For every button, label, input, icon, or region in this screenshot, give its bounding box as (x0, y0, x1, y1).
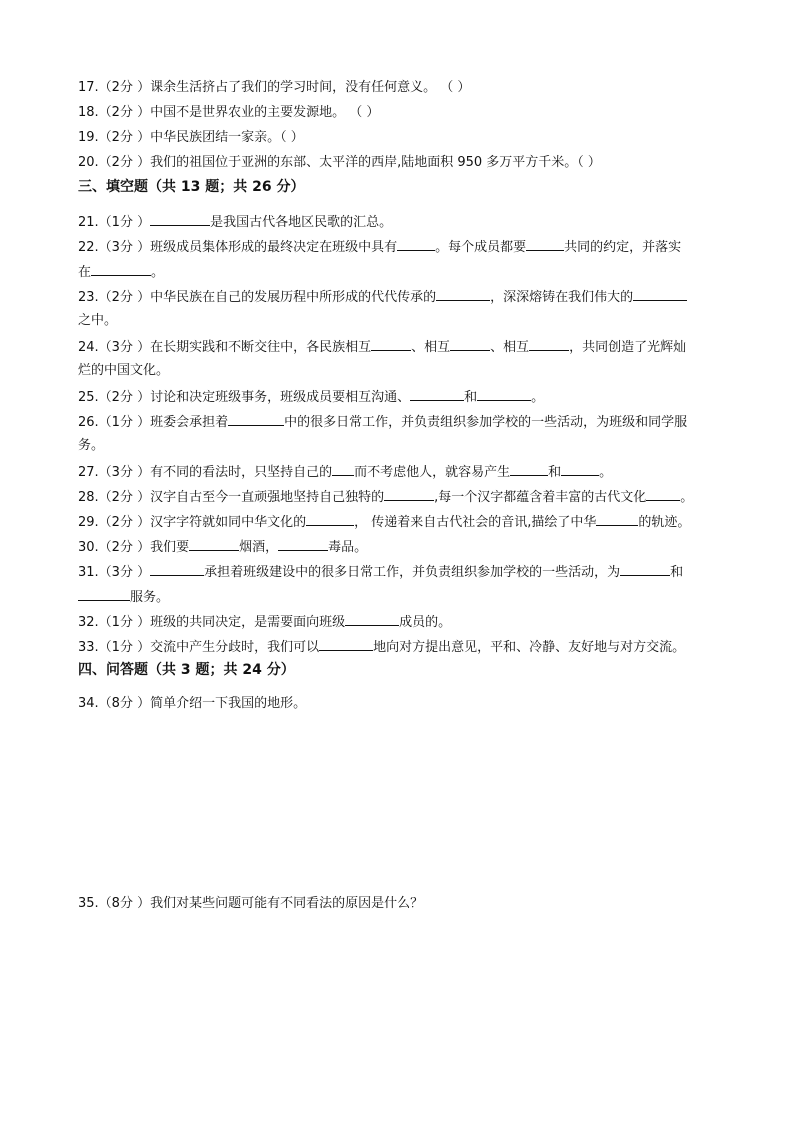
answer-blank[interactable] (371, 337, 411, 351)
answer-blank[interactable] (319, 637, 373, 651)
question-32-text-1: 32.（1分 ）班级的共同决定，是需要面向班级 (78, 615, 346, 630)
answer-blank[interactable] (620, 562, 670, 576)
question-31-text-1: 承担着班级建设中的很多日常工作，并负责组织参加学校的一些活动，为 (204, 565, 621, 580)
question-24-text-2: 、相互 (411, 340, 451, 355)
question-21 (78, 212, 728, 232)
answer-blank[interactable] (646, 487, 680, 501)
question-27 (78, 462, 728, 482)
question-22-cont (78, 262, 728, 282)
answer-blank[interactable] (189, 537, 239, 551)
question-20: 20.（2分 ）我们的祖国位于亚洲的东部、太平洋的西岸,陆地面积 950 多万平方千米。（ ） (78, 155, 601, 170)
answer-blank[interactable] (306, 512, 354, 526)
question-22-text-1: 22.（3分 ）班级成员集体形成的最终决定在班级中具有 (78, 240, 398, 255)
question-27-text-2: 而不考虑他人，就容易产生 (354, 465, 511, 480)
question-27-text-4: 。 (599, 465, 613, 480)
answer-blank[interactable] (228, 412, 284, 426)
question-33-text-1: 33.（1分 ）交流中产生分歧时，我们可以 (78, 640, 320, 655)
answer-blank[interactable] (510, 462, 548, 476)
question-33-text-2: 地向对方提出意见，平和、冷静、友好地与对方交流。 (373, 640, 686, 655)
question-31 (78, 562, 728, 582)
question-25-text-3: 。 (531, 390, 545, 405)
answer-blank[interactable] (450, 337, 490, 351)
question-27-text-3: 和 (548, 465, 562, 480)
question-23-cont: 之中。 (78, 313, 118, 328)
question-31-text-2: 和 (670, 565, 684, 580)
question-30 (78, 537, 728, 557)
question-22-text-5: 。 (151, 265, 165, 280)
question-24-text-1: 24.（3分 ）在长期实践和不断交往中，各民族相互 (78, 340, 372, 355)
answer-blank[interactable] (633, 287, 687, 301)
question-29-text-3: 的轨迹。 (638, 515, 691, 530)
question-24 (78, 337, 728, 357)
answer-blank[interactable] (345, 612, 399, 626)
question-24-text-3: 、相互 (490, 340, 530, 355)
question-35: 35.（8分 ）我们对某些问题可能有不同看法的原因是什么？ (78, 896, 424, 911)
answer-blank[interactable] (477, 387, 531, 401)
section-title-fill-in: 三、填空题（共 13 题；共 26 分） (78, 179, 305, 195)
question-28-text-1: 28.（2分 ）汉字自古至今一直顽强地坚持自己独特的 (78, 490, 385, 505)
question-31-prefix: 31.（3分 ） (78, 565, 151, 580)
answer-blank[interactable] (332, 462, 354, 476)
answer-blank[interactable] (436, 287, 490, 301)
question-28-text-2: ,每一个汉字都蕴含着丰富的古代文化 (434, 490, 647, 505)
question-33 (78, 637, 728, 657)
answer-blank[interactable] (78, 587, 130, 601)
answer-blank[interactable] (561, 462, 599, 476)
question-30-text-3: 毒品。 (328, 540, 368, 555)
question-23-text-2: ，深深熔铸在我们伟大的 (490, 290, 634, 305)
question-19: 19.（2分 ）中华民族团结一家亲。（ ） (78, 130, 304, 145)
question-28 (78, 487, 728, 507)
question-21-text: 是我国古代各地区民歌的汇总。 (210, 215, 393, 230)
question-26-text-2: 中的很多日常工作，并负责组织参加学校的一些活动，为班级和同学服 (284, 415, 688, 430)
answer-blank[interactable] (529, 337, 569, 351)
answer-blank[interactable] (526, 237, 564, 251)
answer-blank[interactable] (150, 562, 204, 576)
question-21-prefix: 21.（1分 ） (78, 215, 151, 230)
question-22-text-2: 。每个成员都要 (435, 240, 527, 255)
question-23-text-1: 23.（2分 ）中华民族在自己的发展历程中所形成的代代传承的 (78, 290, 437, 305)
question-26 (78, 412, 728, 432)
section-title-qa: 四、问答题（共 3 题；共 24 分） (78, 662, 295, 678)
question-22 (78, 237, 728, 257)
question-29 (78, 512, 728, 532)
answer-blank[interactable] (91, 262, 151, 276)
question-31-text-3: 服务。 (130, 590, 170, 605)
question-24-cont: 烂的中国文化。 (78, 363, 170, 378)
question-25-text-1: 25.（2分 ）讨论和决定班级事务，班级成员要相互沟通、 (78, 390, 411, 405)
question-30-text-1: 30.（2分 ）我们要 (78, 540, 190, 555)
question-17: 17.（2分 ）课余生活挤占了我们的学习时间，没有任何意义。 （ ） (78, 80, 471, 95)
question-27-text-1: 27.（3分 ）有不同的看法时，只坚持自己的 (78, 465, 333, 480)
answer-blank[interactable] (397, 237, 435, 251)
question-28-text-3: 。 (680, 490, 694, 505)
question-22-text-4: 在 (78, 265, 92, 280)
answer-blank[interactable] (596, 512, 638, 526)
question-25-text-2: 和 (464, 390, 478, 405)
question-31-cont (78, 587, 728, 607)
answer-blank[interactable] (278, 537, 328, 551)
answer-blank[interactable] (150, 212, 210, 226)
question-23 (78, 287, 728, 307)
question-25 (78, 387, 728, 407)
question-22-text-3: 共同的约定，并落实 (564, 240, 682, 255)
question-26-cont: 务。 (78, 438, 105, 453)
question-29-text-2: ， 传递着来自古代社会的音讯,描绘了中华 (354, 515, 597, 530)
question-32-text-2: 成员的。 (399, 615, 452, 630)
question-34: 34.（8分 ）简单介绍一下我国的地形。 (78, 696, 307, 711)
question-18: 18.（2分 ）中国不是世界农业的主要发源地。 （ ） (78, 105, 380, 120)
question-30-text-2: 烟酒， (239, 540, 279, 555)
answer-blank[interactable] (384, 487, 434, 501)
answer-blank[interactable] (410, 387, 464, 401)
question-29-text-1: 29.（2分 ）汉字字符就如同中华文化的 (78, 515, 307, 530)
question-24-text-4: ，共同创造了光辉灿 (569, 340, 687, 355)
question-26-text-1: 26.（1分 ）班委会承担着 (78, 415, 229, 430)
question-32 (78, 612, 728, 632)
